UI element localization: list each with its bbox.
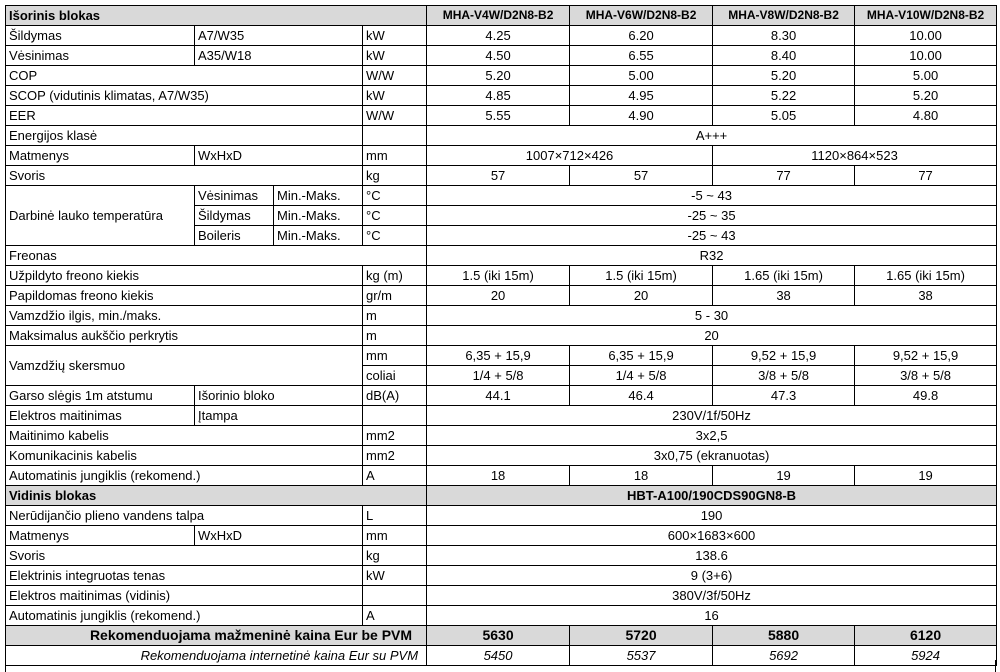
value-cell: 38 [713, 286, 855, 306]
table-row [6, 86, 997, 106]
value-cell: R32 [427, 246, 997, 266]
value-cell: 3x0,75 (ekranuotas) [427, 446, 997, 466]
value-cell: 5.20 [427, 66, 570, 86]
value-cell: 1.65 (iki 15m) [713, 266, 855, 286]
table-row [6, 306, 997, 326]
value-cell: 1/4 + 5/8 [427, 366, 570, 386]
row-unit: kg [363, 166, 427, 186]
table-row [6, 346, 997, 366]
table-row [6, 326, 997, 346]
row-label: Automatinis jungiklis (rekomend.) [6, 606, 363, 626]
value-cell: 190 [427, 506, 997, 526]
value-cell: 1007×712×426 [427, 146, 713, 166]
row-unit: kW [363, 46, 427, 66]
value-cell: 230V/1f/50Hz [427, 406, 997, 426]
table-row [6, 586, 997, 606]
value-cell: 1.5 (iki 15m) [427, 266, 570, 286]
table-row [6, 446, 997, 466]
value-cell: 4.80 [855, 106, 997, 126]
value-cell: 1120×864×523 [713, 146, 997, 166]
price-cell: 6120 [855, 626, 997, 646]
table-row [6, 526, 997, 546]
row-unit: °C [363, 186, 427, 206]
value-cell: 4.50 [427, 46, 570, 66]
value-cell: 9 (3+6) [427, 566, 997, 586]
table-row [6, 166, 997, 186]
table-row [6, 606, 997, 626]
table-row [6, 146, 997, 166]
row-unit: °C [363, 206, 427, 226]
table-row [6, 466, 997, 486]
online-price-label: Rekomenduojama internetinė kaina Eur su PVM [6, 646, 427, 666]
value-cell: 1/4 + 5/8 [570, 366, 713, 386]
value-cell: 38 [855, 286, 997, 306]
row-unit: °C [363, 226, 427, 246]
table-row [6, 566, 997, 586]
value-cell: 5.20 [855, 86, 997, 106]
row-unit: mm2 [363, 446, 427, 466]
indoor-model: HBT-A100/190CDS90GN8-B [427, 486, 997, 506]
value-cell: 5.00 [855, 66, 997, 86]
value-cell: 44.1 [427, 386, 570, 406]
value-cell: 57 [427, 166, 570, 186]
value-cell: -25 ~ 43 [427, 226, 997, 246]
row-label: Maitinimo kabelis [6, 426, 363, 446]
temp-range: Min.-Maks. [274, 186, 363, 206]
value-cell: 8.30 [713, 26, 855, 46]
retail-price-row [6, 626, 997, 646]
table-row [6, 406, 997, 426]
row-label: SCOP (vidutinis klimatas, A7/W35) [6, 86, 363, 106]
model-header: MHA-V6W/D2N8-B2 [570, 6, 713, 26]
value-cell: 16 [427, 606, 997, 626]
row-unit: dB(A) [363, 386, 427, 406]
row-unit: kW [363, 566, 427, 586]
value-cell: 6,35 + 15,9 [427, 346, 570, 366]
row-label: Freonas [6, 246, 427, 266]
model-header: MHA-V8W/D2N8-B2 [713, 6, 855, 26]
row-unit [363, 586, 427, 606]
row-label: Elektros maitinimas (vidinis) [6, 586, 363, 606]
row-label: Energijos klasė [6, 126, 363, 146]
value-cell: 19 [855, 466, 997, 486]
value-cell: 5.20 [713, 66, 855, 86]
price-cell: 5720 [570, 626, 713, 646]
value-cell: 8.40 [713, 46, 855, 66]
value-cell: 600×1683×600 [427, 526, 997, 546]
row-label: Automatinis jungiklis (rekomend.) [6, 466, 363, 486]
row-unit: m [363, 326, 427, 346]
outdoor-header-row [6, 6, 997, 26]
value-cell: 20 [427, 286, 570, 306]
row-label: Užpildyto freono kiekis [6, 266, 363, 286]
value-cell: 10.00 [855, 26, 997, 46]
value-cell: 3/8 + 5/8 [855, 366, 997, 386]
table-row [6, 186, 997, 206]
row-label: Vamzdžio ilgis, min./maks. [6, 306, 363, 326]
retail-price-label: Rekomenduojama mažmeninė kaina Eur be PVM [6, 626, 427, 646]
row-unit: kg [363, 546, 427, 566]
value-cell: 5.55 [427, 106, 570, 126]
value-cell: 4.90 [570, 106, 713, 126]
outdoor-title: Išorinis blokas [6, 6, 427, 26]
row-label: Svoris [6, 546, 363, 566]
row-label: Elektrinis integruotas tenas [6, 566, 363, 586]
row-unit: A [363, 606, 427, 626]
row-condition: Išorinio bloko [195, 386, 363, 406]
table-row [6, 386, 997, 406]
table-row [6, 46, 997, 66]
value-cell: 9,52 + 15,9 [855, 346, 997, 366]
table-row [6, 26, 997, 46]
row-label: Vėsinimas [6, 46, 195, 66]
price-cell: 5537 [570, 646, 713, 666]
row-unit: mm [363, 146, 427, 166]
row-unit: W/W [363, 106, 427, 126]
value-cell: 10.00 [855, 46, 997, 66]
value-cell: 19 [713, 466, 855, 486]
value-cell: 5 - 30 [427, 306, 997, 326]
value-cell: 138.6 [427, 546, 997, 566]
value-cell: 6,35 + 15,9 [570, 346, 713, 366]
value-cell: 77 [713, 166, 855, 186]
value-cell: 3x2,5 [427, 426, 997, 446]
temp-mode: Vėsinimas [195, 186, 274, 206]
spec-table [5, 5, 997, 666]
row-unit: kW [363, 26, 427, 46]
value-cell: 380V/3f/50Hz [427, 586, 997, 606]
row-label: Šildymas [6, 26, 195, 46]
table-row [6, 246, 997, 266]
row-label: Matmenys [6, 526, 195, 546]
row-label: Matmenys [6, 146, 195, 166]
row-unit: m [363, 306, 427, 326]
row-unit: mm [363, 346, 427, 366]
value-cell: 9,52 + 15,9 [713, 346, 855, 366]
value-cell: 4.95 [570, 86, 713, 106]
row-label: Elektros maitinimas [6, 406, 195, 426]
value-cell: 4.85 [427, 86, 570, 106]
row-unit: kg (m) [363, 266, 427, 286]
value-cell: 3/8 + 5/8 [713, 366, 855, 386]
table-row [6, 126, 997, 146]
value-cell: 5.05 [713, 106, 855, 126]
row-condition: A7/W35 [195, 26, 363, 46]
value-cell: 5.22 [713, 86, 855, 106]
value-cell: 57 [570, 166, 713, 186]
table-row [6, 266, 997, 286]
value-cell: 4.25 [427, 26, 570, 46]
value-cell: 1.65 (iki 15m) [855, 266, 997, 286]
price-cell: 5692 [713, 646, 855, 666]
value-cell: -25 ~ 35 [427, 206, 997, 226]
row-label: Vamzdžių skersmuo [6, 346, 363, 386]
value-cell: 20 [427, 326, 997, 346]
price-cell: 5880 [713, 626, 855, 646]
model-header: MHA-V4W/D2N8-B2 [427, 6, 570, 26]
row-condition: A35/W18 [195, 46, 363, 66]
indoor-title: Vidinis blokas [6, 486, 427, 506]
price-cell: 5924 [855, 646, 997, 666]
value-cell: 1.5 (iki 15m) [570, 266, 713, 286]
table-row [6, 506, 997, 526]
temp-range: Min.-Maks. [274, 206, 363, 226]
value-cell: 49.8 [855, 386, 997, 406]
row-condition: WxHxD [195, 526, 363, 546]
row-label: COP [6, 66, 363, 86]
row-label: EER [6, 106, 363, 126]
row-unit [363, 406, 427, 426]
row-label: Maksimalus aukščio perkrytis [6, 326, 363, 346]
value-cell: 77 [855, 166, 997, 186]
row-label: Nerūdijančio plieno vandens talpa [6, 506, 363, 526]
row-label: Papildomas freono kiekis [6, 286, 363, 306]
row-unit: kW [363, 86, 427, 106]
row-unit: mm [363, 526, 427, 546]
table-row [6, 546, 997, 566]
table-footer-border [5, 660, 996, 672]
value-cell: 6.55 [570, 46, 713, 66]
temp-mode: Šildymas [195, 206, 274, 226]
row-unit: L [363, 506, 427, 526]
table-row [6, 286, 997, 306]
model-header: MHA-V10W/D2N8-B2 [855, 6, 997, 26]
row-unit: A [363, 466, 427, 486]
value-cell: -5 ~ 43 [427, 186, 997, 206]
value-cell: 47.3 [713, 386, 855, 406]
temp-range: Min.-Maks. [274, 226, 363, 246]
value-cell: 5.00 [570, 66, 713, 86]
row-label: Svoris [6, 166, 363, 186]
row-unit: mm2 [363, 426, 427, 446]
value-cell: A+++ [427, 126, 997, 146]
row-unit [363, 126, 427, 146]
table-row [6, 66, 997, 86]
row-condition: WxHxD [195, 146, 363, 166]
row-label: Komunikacinis kabelis [6, 446, 363, 466]
table-row [6, 426, 997, 446]
value-cell: 18 [570, 466, 713, 486]
row-unit: W/W [363, 66, 427, 86]
row-label: Darbinė lauko temperatūra [6, 186, 195, 246]
value-cell: 46.4 [570, 386, 713, 406]
value-cell: 6.20 [570, 26, 713, 46]
row-unit: gr/m [363, 286, 427, 306]
row-condition: Įtampa [195, 406, 363, 426]
temp-mode: Boileris [195, 226, 274, 246]
indoor-header-row [6, 486, 997, 506]
table-row [6, 106, 997, 126]
price-cell: 5450 [427, 646, 570, 666]
row-unit: coliai [363, 366, 427, 386]
price-cell: 5630 [427, 626, 570, 646]
value-cell: 20 [570, 286, 713, 306]
row-label: Garso slėgis 1m atstumu [6, 386, 195, 406]
value-cell: 18 [427, 466, 570, 486]
